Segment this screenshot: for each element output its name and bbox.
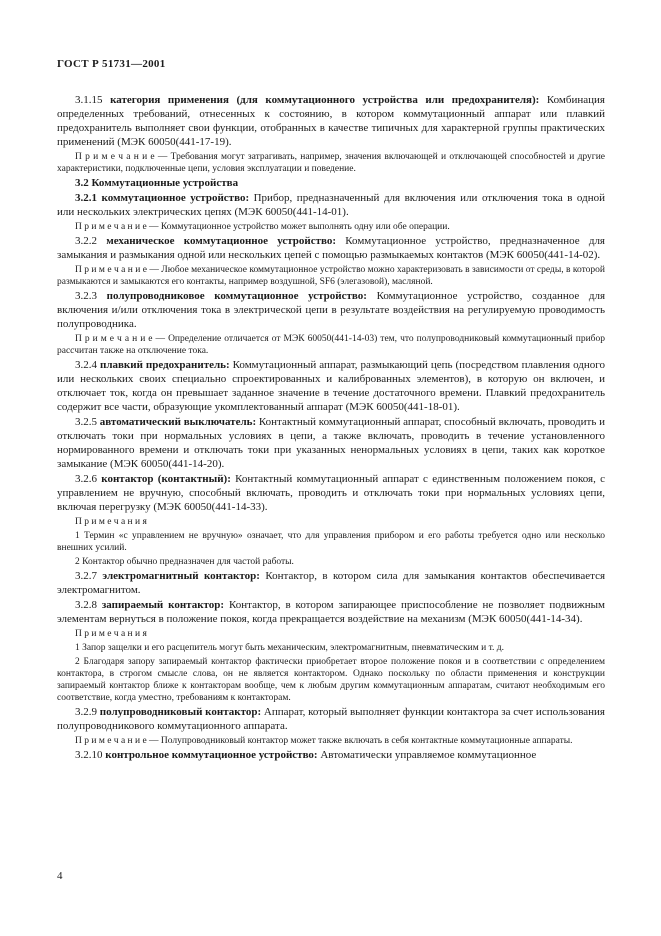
body-text: 2 Контактор обычно предназначен для частой работы. bbox=[75, 557, 294, 567]
paragraph bbox=[57, 234, 605, 262]
paragraph bbox=[57, 569, 605, 597]
paragraph bbox=[57, 656, 605, 704]
term-text: полупроводниковый контактор: bbox=[99, 706, 262, 718]
paragraph bbox=[57, 93, 605, 149]
body-text: 3.2.8 bbox=[75, 599, 102, 611]
term-text: механическое коммутационное устройство: bbox=[106, 235, 337, 247]
paragraph bbox=[57, 748, 605, 762]
paragraph bbox=[57, 530, 605, 554]
term-text: запираемый контактор: bbox=[101, 599, 225, 611]
body-text: Комбинация определенных требований, отнесенных к состоянию, в котором коммутационный аппарат или плавкий предохранитель выполняет свои функции, отобранных в качестве типичных для характерной группы практических применений (МЭК 60050(441-17-19). bbox=[57, 94, 605, 148]
body-text: 3.2.9 bbox=[75, 706, 100, 718]
body-text: 3.2.2 bbox=[75, 235, 107, 247]
paragraph bbox=[57, 289, 605, 331]
body-text: Контактный коммутационный аппарат с единственным положением покоя, с управлением не вручную, способный включать, проводить и отключать токи при нормальных условиях цепи, включая перегрузку (МЭК 60050(441-14-33). bbox=[57, 473, 605, 513]
body-text: 1 Запор защелки и его расцепитель могут быть механическим, электромагнитным, пневматическим и т. д. bbox=[75, 643, 505, 653]
body-text: 3.2.3 bbox=[75, 290, 107, 302]
term-text: 3.2.1 коммутационное устройство: bbox=[75, 192, 250, 204]
paragraph bbox=[57, 598, 605, 626]
paragraph bbox=[57, 472, 605, 514]
paragraph bbox=[57, 628, 605, 640]
body-text: Коммутационное устройство, созданное для включения и/или отключения тока в электрической цепи в результате воздействия на регулируемую проводимость полупроводника. bbox=[57, 290, 606, 330]
document-body bbox=[57, 92, 605, 762]
body-text: П р и м е ч а н и е — Коммутационное устройство может выполнять одну или обе операции. bbox=[75, 222, 450, 232]
term-text: плавкий предохранитель: bbox=[99, 359, 230, 371]
paragraph bbox=[57, 191, 605, 219]
body-text: Контактный коммутационный аппарат, способный включать, проводить и отключать токи при нормальных условиях в цепи, а также включать, проводить в течение установленного нормированного времени и отключать токи при указанных ненормальных условиях в цепи, таких как короткое замыкание (МЭК 60050(441-14-20). bbox=[57, 416, 606, 470]
body-text: П р и м е ч а н и е — Определение отличается от МЭК 60050(441-14-03) тем, что полупроводниковый коммутационный прибор рассчитан также на отключение тока. bbox=[57, 334, 605, 356]
term-text: электромагнитный контактор: bbox=[102, 570, 260, 582]
paragraph bbox=[57, 642, 605, 654]
body-text: 3.2.5 bbox=[75, 416, 100, 428]
body-text: Аппарат, который выполняет функции контактора за счет использования полупроводникового коммутационного аппарата. bbox=[57, 706, 605, 732]
term-text: контактор (контактный): bbox=[101, 473, 231, 485]
paragraph bbox=[57, 151, 605, 175]
term-text: автоматический выключатель: bbox=[99, 416, 257, 428]
paragraph bbox=[57, 333, 605, 357]
paragraph bbox=[57, 264, 605, 288]
body-text: Контактор, в котором сила для замыкания контактов обеспечивается электромагнитом. bbox=[57, 570, 606, 596]
body-text: 1 Термин «с управлением не вручную» означает, что для управления прибором и его работы требуется одно или несколько внешних усилий. bbox=[57, 531, 605, 553]
term-text: контрольное коммутационное устройство: bbox=[105, 749, 318, 761]
body-text: 3.2.6 bbox=[75, 473, 102, 485]
page-number: 4 bbox=[57, 870, 63, 882]
body-text: 2 Благодаря запору запираемый контактор фактически приобретает второе положение покоя и в соответствии с определением контактора, в строгом смысле слова, он не является контактором. Однако поскольку по области применения и конструкции запираемый контактор ближе к контакторам вообще, чем к любым другим коммутационным аппаратам, считают необходимым его соответствие, когда уместно, требованиям к контакторам. bbox=[57, 657, 605, 703]
term-text: категория применения (для коммутационного устройства или предохранителя): bbox=[110, 94, 540, 106]
body-text: П р и м е ч а н и е — Требования могут затрагивать, например, значения включающей и отключающей способностей и другие характеристики, подключенные цепи, условия эксплуатации и поведение. bbox=[57, 152, 605, 174]
body-text: 3.2.10 bbox=[75, 749, 106, 761]
doc-number-header: ГОСТ Р 51731—2001 bbox=[57, 58, 166, 70]
body-text: Контактор, в котором запирающее приспособление не позволяет подвижным элементам вернуться в положение покоя, когда прекращается воздействие на механизм (МЭК 60050(441-14-34). bbox=[57, 599, 606, 625]
body-text: Прибор, предназначенный для включения или отключения тока в одной или нескольких электрических цепях (МЭК 60050(441-14-01). bbox=[57, 192, 605, 218]
body-text: 3.1.15 bbox=[75, 94, 111, 106]
paragraph bbox=[57, 705, 605, 733]
body-text: П р и м е ч а н и я bbox=[75, 517, 147, 527]
term-text: 3.2 Коммутационные устройства bbox=[75, 177, 239, 189]
body-text: П р и м е ч а н и е — Любое механическое коммутационное устройство можно характеризовать в зависимости от среды, в которой размыкаются и замыкаются его контакты, например воздушной, SF6 (элегазовой), масляной. bbox=[57, 265, 605, 287]
body-text: П р и м е ч а н и е — Полупроводниковый контактор может также включать в себя контактные коммутационные аппараты. bbox=[75, 736, 573, 746]
body-text: Коммутационное устройство, предназначенное для замыкания и размыкания одной или нескольких цепей с помощью размыкаемых контактов (МЭК 60050(441-14-02). bbox=[57, 235, 605, 261]
body-text: 3.2.4 bbox=[75, 359, 100, 371]
body-text: 3.2.7 bbox=[75, 570, 103, 582]
paragraph bbox=[57, 221, 605, 233]
paragraph bbox=[57, 415, 605, 471]
paragraph bbox=[57, 516, 605, 528]
paragraph bbox=[57, 556, 605, 568]
body-text: Коммутационный аппарат, размыкающий цепь (посредством плавления одного или нескольких своих специально спроектированных и калиброванных элементов), в которую он включен, и отключает ток, когда он превышает заданное значение в течение достаточного времени. Плавкий предохранитель содержит все части, образующие укомплектованный аппарат (МЭК 60050(441-18-01). bbox=[57, 359, 605, 413]
term-text: полупроводниковое коммутационное устройство: bbox=[106, 290, 367, 302]
paragraph bbox=[57, 358, 605, 414]
paragraph bbox=[57, 735, 605, 747]
section-heading bbox=[57, 176, 605, 190]
body-text: Автоматически управляемое коммутационное bbox=[317, 749, 537, 761]
body-text: П р и м е ч а н и я bbox=[75, 629, 147, 639]
